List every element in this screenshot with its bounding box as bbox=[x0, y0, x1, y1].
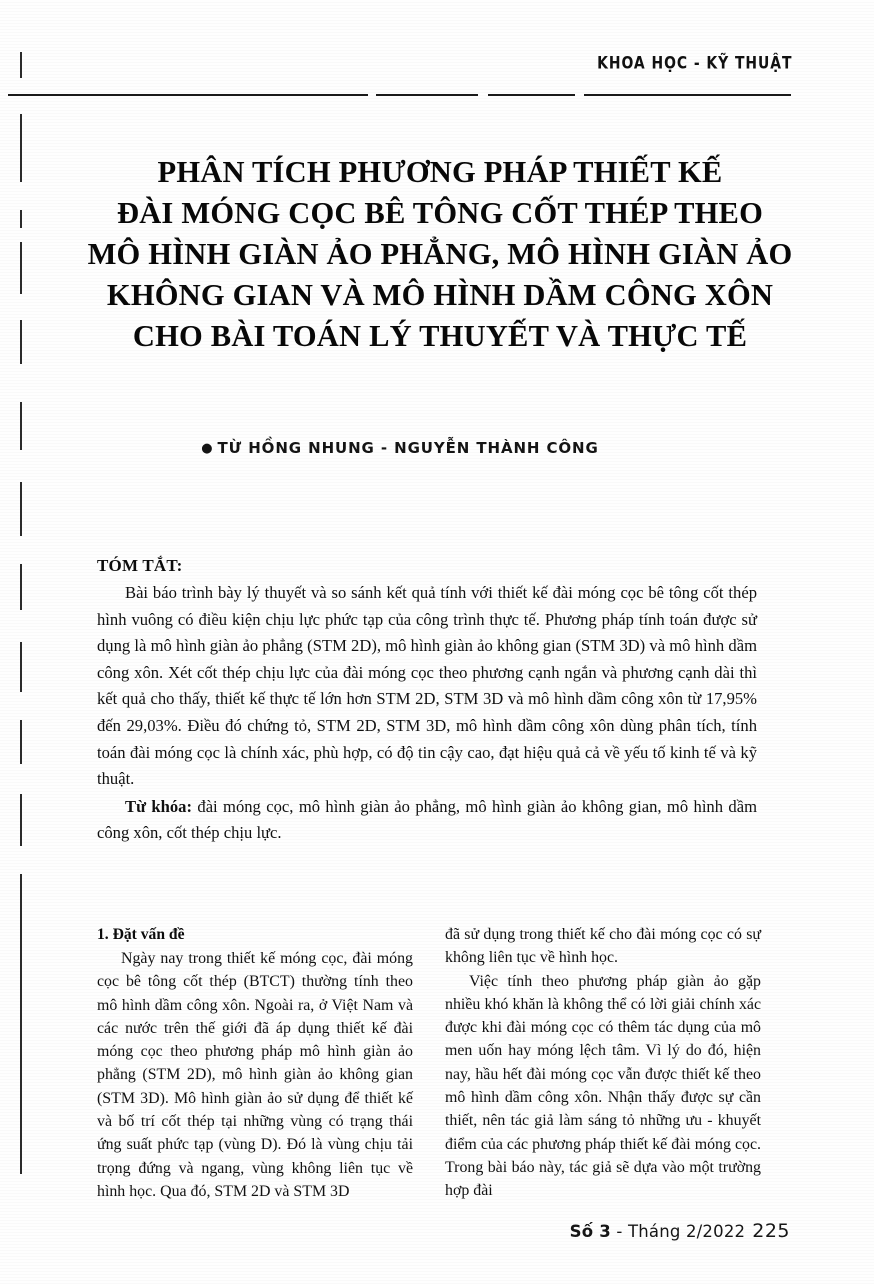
paragraph: Ngày nay trong thiết kế móng cọc, đài móng cọc bê tông cốt thép (BTCT) thường tính theo mô hình dầm công xôn. Ngoài ra, ở Việt Nam và các nước trên thế giới đã áp dụng thiết kế đài móng cọc theo phương pháp mô hình giàn ảo phẳng (STM 2D), mô hình giàn ảo không gian (STM 3D). Mô hình giàn ảo sử dụng để thiết kế và bố trí cốt thép tại những vùng có trạng thái ứng suất phức tạp (vùng D). Đó là vùng chịu tải trọng đứng và ngang, vùng không liên tục về hình học. Qua đó, STM 2D và STM 3D bbox=[97, 950, 413, 1200]
running-head: KHOA HỌC - KỸ THUẬT bbox=[596, 54, 792, 73]
header-rule-gap bbox=[575, 94, 584, 96]
body-column-right bbox=[445, 923, 761, 1203]
title-line-4: KHÔNG GIAN VÀ MÔ HÌNH DẦM CÔNG XÔN bbox=[106, 278, 774, 312]
paragraph: đã sử dụng trong thiết kế cho đài móng cọc có sự không liên tục về hình học. bbox=[445, 926, 761, 967]
footer-separator: - bbox=[610, 1222, 628, 1241]
scan-binding-artifact bbox=[20, 52, 23, 1172]
section-heading-1: 1. Đặt vấn đề bbox=[97, 926, 185, 943]
footer-month: Tháng 2/2022 bbox=[627, 1222, 746, 1241]
body-column-left bbox=[97, 923, 413, 1203]
header-rule bbox=[8, 94, 791, 96]
author-names: TỪ HỒNG NHUNG - NGUYỄN THÀNH CÔNG bbox=[217, 439, 599, 457]
keywords-text: đài móng cọc, mô hình giàn ảo phẳng, mô hình giàn ảo không gian, mô hình dầm công xôn, cốt thép chịu lực. bbox=[97, 796, 757, 843]
abstract-heading: TÓM TẮT: bbox=[97, 556, 183, 575]
keywords-label: Từ khóa: bbox=[125, 796, 192, 816]
article-title bbox=[55, 152, 825, 357]
title-line-1: PHÂN TÍCH PHƯƠNG PHÁP THIẾT KẾ bbox=[157, 155, 723, 189]
abstract-section bbox=[97, 556, 757, 847]
title-line-2: ĐÀI MÓNG CỌC BÊ TÔNG CỐT THÉP THEO bbox=[116, 196, 764, 230]
page-footer bbox=[570, 1220, 790, 1242]
keywords-line bbox=[97, 794, 757, 847]
page-number: 225 bbox=[752, 1220, 790, 1242]
body-columns bbox=[97, 923, 787, 1200]
author-byline bbox=[0, 439, 800, 457]
footer-issue: Số 3 bbox=[569, 1222, 611, 1241]
bullet-icon: ● bbox=[201, 441, 214, 456]
abstract-body: Bài báo trình bày lý thuyết và so sánh kết quả tính với thiết kế đài móng cọc bê tông cốt thép hình vuông có điều kiện chịu lực phức tạp của công trình thực tế. Phương pháp tính toán được sử dụng là mô hình giàn ảo phẳng (STM 2D), mô hình giàn ảo không gian (STM 3D) và mô hình dầm công xôn. Xét cốt thép chịu lực của đài móng cọc theo phương cạnh ngắn và phương cạnh dài thì kết quả cho thấy, thiết kế thực tế lớn hơn STM 2D, STM 3D và mô hình dầm công xôn từ 17,95% đến 29,03%. Điều đó chứng tỏ, STM 2D, STM 3D, mô hình dầm công xôn dùng phân tích, tính toán đài móng cọc là chính xác, phù hợp, có độ tin cậy cao, đạt hiệu quả cả về yếu tố kinh tế và kỹ thuật. bbox=[97, 583, 757, 789]
title-line-5: CHO BÀI TOÁN LÝ THUYẾT VÀ THỰC TẾ bbox=[132, 319, 748, 353]
title-line-3: MÔ HÌNH GIÀN ẢO PHẲNG, MÔ HÌNH GIÀN ẢO bbox=[87, 237, 793, 271]
paragraph: Việc tính theo phương pháp giàn ảo gặp nhiều khó khăn là không thể có lời giải chính xác được khi đài móng cọc có thêm tác dụng của mô men uốn hay móng lệch tâm. Vì lý do đó, hiện nay, hầu hết đài móng cọc vẫn được thiết kế theo mô hình dầm công xôn. Nhận thấy được sự cần thiết, nên tác giả làm sáng tỏ những ưu - khuyết điểm của các phương pháp thiết kế đài móng cọc. Trong bài báo này, tác giả sẽ dựa vào một trường hợp đài bbox=[445, 972, 761, 1200]
